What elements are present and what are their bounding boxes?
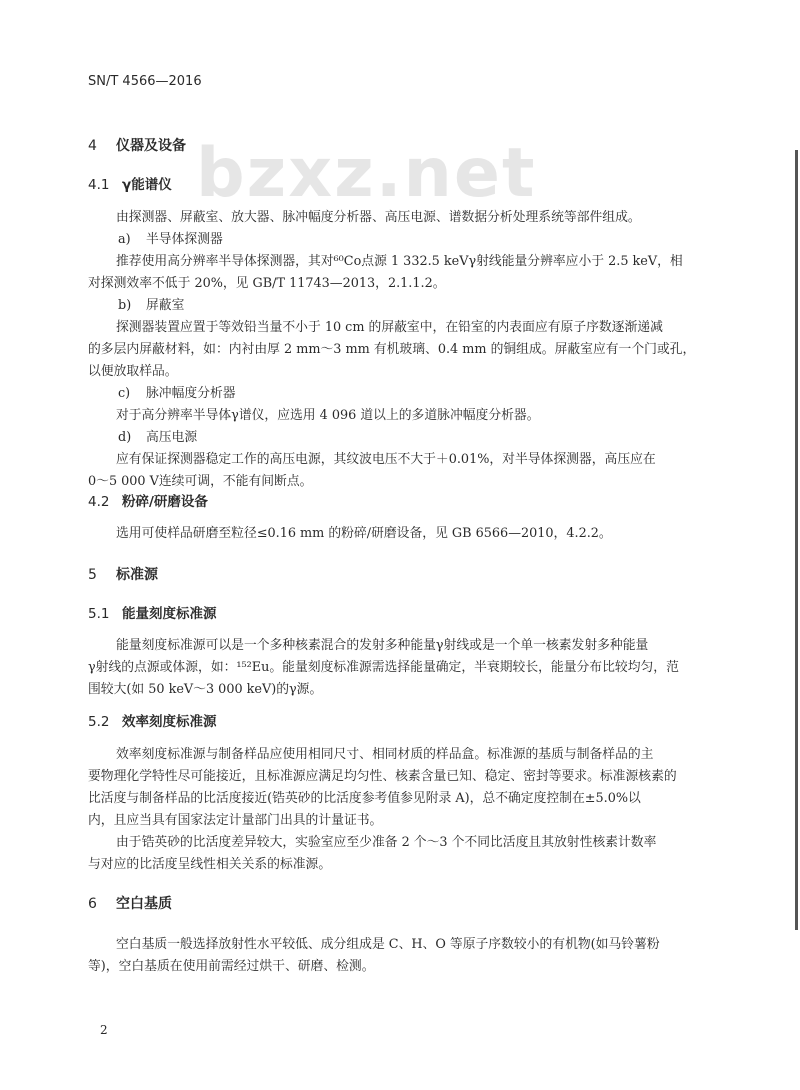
- paragraph-line: 等)，空白基质在使用前需经过烘干、研磨、检测。: [88, 959, 375, 974]
- paragraph-line: 与对应的比活度呈线性相关关系的标准源。: [88, 857, 332, 872]
- paragraph-line: 以便放取样品。: [88, 364, 178, 379]
- list-label: a): [118, 232, 131, 247]
- list-title: 高压电源: [146, 430, 198, 445]
- section-title: γ能谱仪: [122, 177, 172, 193]
- list-item-a: [118, 228, 223, 247]
- paragraph-line: 由探测器、屏蔽室、放大器、脉冲幅度分析器、高压电源、谱数据分析处理系统等部件组成。: [116, 210, 641, 225]
- standard-code: SN/T 4566—2016: [88, 74, 202, 89]
- paragraph-line: 由于锆英砂的比活度差异较大，实验室应至少准备 2 个～3 个不同比活度且其放射性核素计数率: [116, 835, 657, 850]
- paragraph-line: 空白基质一般选择放射性水平较低、成分组成是 C、H、O 等原子序数较小的有机物(如马铃薯粉: [116, 937, 660, 952]
- paragraph-line: 0～5 000 V连续可调，不能有间断点。: [88, 474, 313, 489]
- section-title: 标准源: [116, 567, 158, 583]
- paragraph-line: 推荐使用高分辨率半导体探测器，其对⁶⁰Co点源 1 332.5 keVγ射线能量分辨率应小于 2.5 keV，相: [116, 254, 683, 269]
- paragraph-line: 选用可使样品研磨至粒径≤0.16 mm 的粉碎/研磨设备，见 GB 6566—2010，4.2.2。: [116, 526, 612, 541]
- section-4-heading: [88, 135, 186, 155]
- paragraph-line: 围较大(如 50 keV～3 000 keV)的γ源。: [88, 682, 323, 697]
- paragraph-line: 比活度与制备样品的比活度接近(锆英砂的比活度参考值参见附录 A)，总不确定度控制在±5.0%以: [88, 791, 641, 806]
- section-6-heading: [88, 893, 172, 913]
- section-number: 4: [88, 138, 97, 154]
- paragraph-line: 对探测效率不低于 20%，见 GB/T 11743—2013，2.1.1.2。: [88, 276, 446, 291]
- section-number: 6: [88, 896, 97, 912]
- section-4-2-heading: [88, 490, 208, 510]
- paragraph-line: 对于高分辨率半导体γ谱仪，应选用 4 096 道以上的多道脉冲幅度分析器。: [116, 408, 540, 423]
- list-title: 屏蔽室: [146, 298, 185, 313]
- paragraph-line: 效率刻度标准源与制备样品应使用相同尺寸、相同材质的样品盒。标准源的基质与制备样品的主: [116, 747, 654, 762]
- section-4-1-heading: [88, 173, 172, 193]
- list-label: c): [118, 386, 131, 401]
- section-number: 5.1: [88, 606, 110, 622]
- list-title: 脉冲幅度分析器: [146, 386, 236, 401]
- watermark: bzxz.net: [196, 134, 537, 213]
- paragraph-line: 应有保证探测器稳定工作的高压电源，其纹波电压不大于＋0.01%，对半导体探测器，高压应在: [116, 452, 656, 467]
- page-number: 2: [100, 1023, 108, 1037]
- section-5-heading: [88, 564, 158, 584]
- paragraph-line: 能量刻度标准源可以是一个多种核素混合的发射多种能量γ射线或是一个单一核素发射多种能量: [116, 638, 649, 653]
- list-item-c: [118, 382, 236, 401]
- section-5-2-heading: [88, 710, 217, 730]
- section-title: 粉碎/研磨设备: [122, 494, 208, 510]
- list-item-d: [118, 426, 197, 445]
- paragraph-line: 要物理化学特性尽可能接近，且标准源应满足均匀性、核素含量已知、稳定、密封等要求。标准源核素的: [88, 769, 677, 784]
- list-label: b): [118, 298, 132, 313]
- section-title: 能量刻度标准源: [122, 606, 217, 622]
- list-title: 半导体探测器: [146, 232, 223, 247]
- list-item-b: [118, 294, 184, 313]
- section-title: 空白基质: [116, 896, 172, 912]
- section-number: 4.2: [88, 494, 110, 510]
- section-title: 仪器及设备: [116, 138, 186, 154]
- paragraph-line: γ射线的点源或体源，如：¹⁵²Eu。能量刻度标准源需选择能量确定，半衰期较长，能量分布比较均匀，范: [88, 660, 679, 675]
- scan-edge-shadow: [795, 150, 798, 930]
- section-5-1-heading: [88, 602, 217, 622]
- section-number: 4.1: [88, 177, 110, 193]
- section-number: 5: [88, 567, 97, 583]
- section-title: 效率刻度标准源: [122, 714, 217, 730]
- paragraph-line: 内，且应当具有国家法定计量部门出具的计量证书。: [88, 813, 383, 828]
- paragraph-line: 探测器装置应置于等效铅当量不小于 10 cm 的屏蔽室中，在铅室的内表面应有原子序数逐渐递减: [116, 320, 663, 335]
- list-label: d): [118, 430, 132, 445]
- section-number: 5.2: [88, 714, 110, 730]
- paragraph-line: 的多层内屏蔽材料，如：内衬由厚 2 mm～3 mm 有机玻璃、0.4 mm 的铜组成。屏蔽室应有一个门或孔，: [88, 342, 696, 357]
